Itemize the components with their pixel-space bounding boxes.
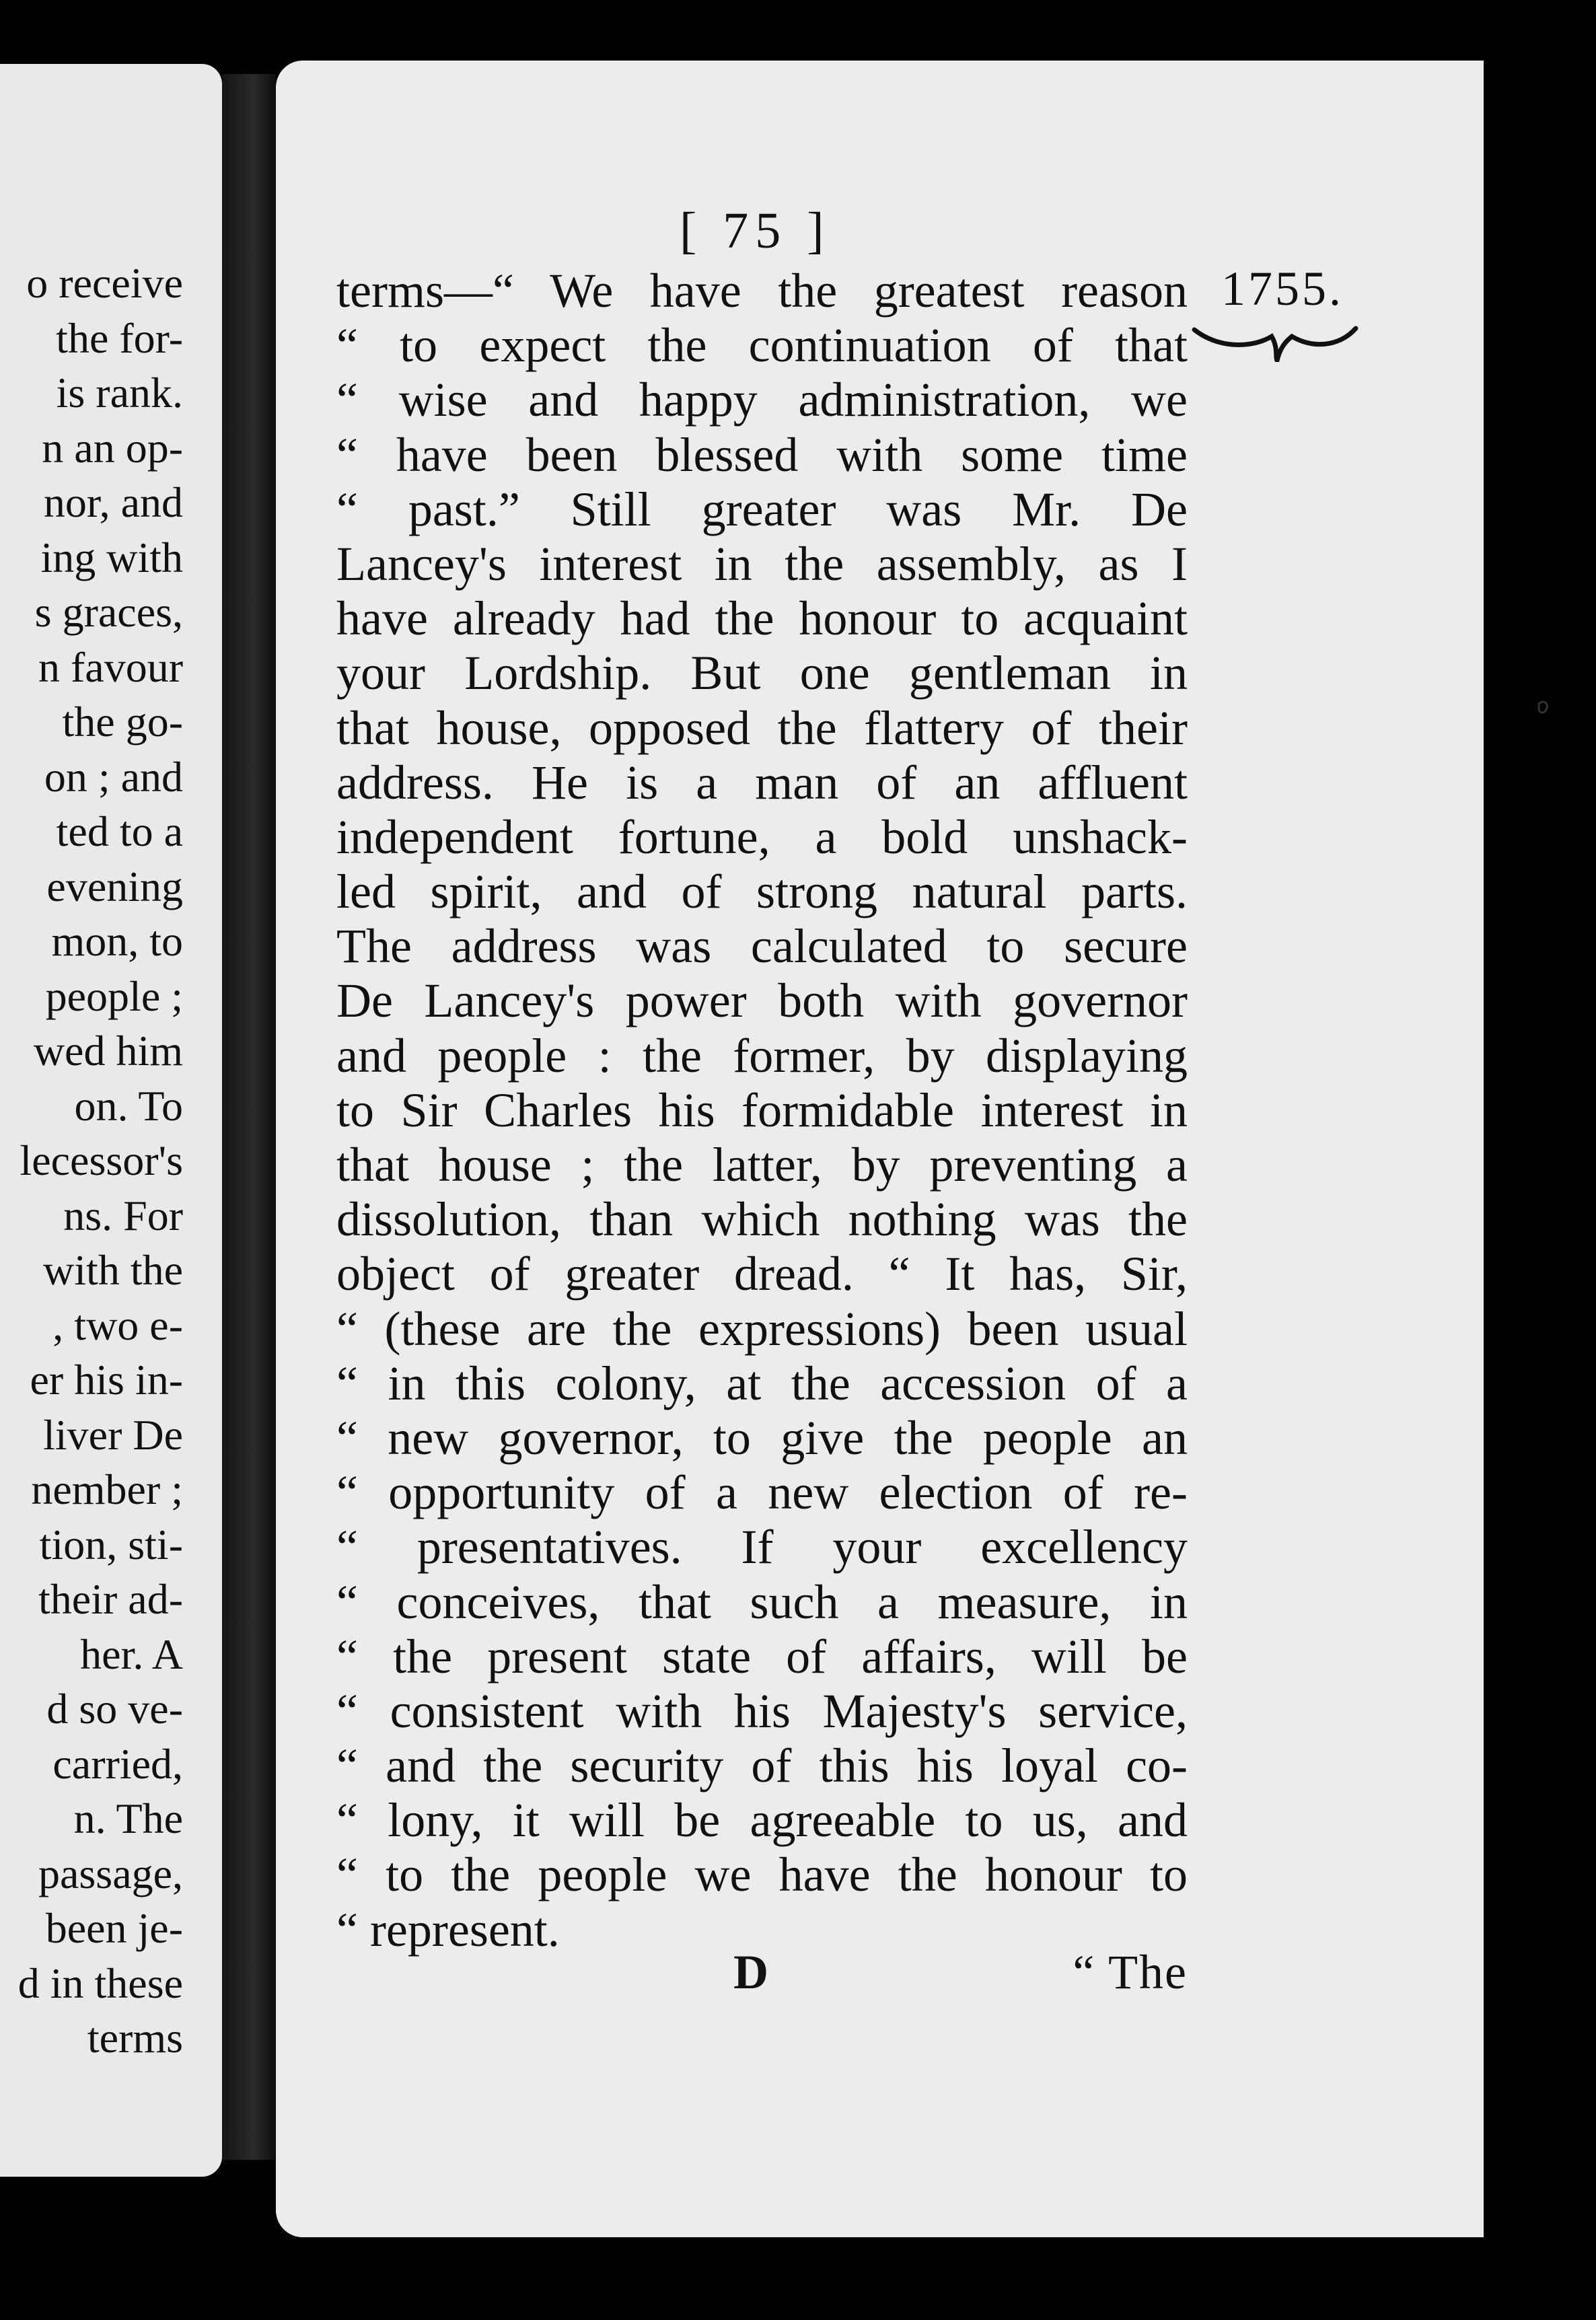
text-line: De Lancey's power both with governor xyxy=(336,974,1188,1028)
text-line: object of greater dread. “ It has, Sir, xyxy=(336,1247,1188,1301)
facing-page-line: n. The xyxy=(73,1795,183,1842)
facing-page-line: on. To xyxy=(74,1081,183,1130)
facing-page-line: carried, xyxy=(52,1739,183,1788)
text-line: independent fortune, a bold unshack- xyxy=(336,809,1188,864)
facing-page-line: on ; and xyxy=(44,752,183,801)
text-line: that house ; the latter, by preventing a xyxy=(336,1138,1188,1192)
text-line: led spirit, and of strong natural parts. xyxy=(336,865,1188,919)
text-line: “ the present state of affairs, will be xyxy=(336,1629,1188,1683)
facing-page-line: terms xyxy=(87,2014,183,2062)
text-line: that house, opposed the flattery of their xyxy=(336,700,1188,755)
text-line: “ consistent with his Majesty's service, xyxy=(336,1683,1188,1738)
facing-page-line: d in these xyxy=(17,1959,183,2007)
text-line: “ (these are the expressions) been usual xyxy=(336,1301,1188,1356)
facing-page-line: liver De xyxy=(43,1410,183,1459)
text-line: “ have been blessed with some time xyxy=(336,427,1188,482)
text-line: “ and the security of this his loyal co- xyxy=(336,1739,1188,1793)
text-line: The address was calculated to secure xyxy=(336,919,1188,974)
text-line: to Sir Charles his formidable interest in xyxy=(336,1083,1188,1137)
facing-page-line: ing with xyxy=(40,533,183,581)
facing-page-line: her. A xyxy=(80,1630,183,1678)
facing-page-line: n an op- xyxy=(42,423,183,472)
text-line: “ represent. xyxy=(336,1902,560,1957)
facing-page-line: wed him xyxy=(33,1027,183,1075)
text-line: “ presentatives. If your excellency xyxy=(336,1520,1188,1574)
facing-page-line: n favour xyxy=(38,643,183,691)
facing-page-fragment xyxy=(0,64,222,2177)
facing-page-line: ns. For xyxy=(63,1191,183,1239)
text-line: “ to the people we have the honour to xyxy=(336,1848,1188,1902)
paper-blemish xyxy=(1536,700,1551,717)
text-line: address. He is a man of an affluent xyxy=(336,755,1188,809)
facing-page-line: s graces, xyxy=(34,588,183,636)
facing-page-line: tion, sti- xyxy=(39,1520,183,1568)
facing-page-line: nember ; xyxy=(31,1465,183,1513)
text-line: “ lony, it will be agreeable to us, and xyxy=(336,1793,1188,1848)
facing-page-line: people ; xyxy=(45,972,183,1020)
facing-page-line: o receive xyxy=(26,259,183,307)
facing-page-line: the for- xyxy=(56,314,183,362)
text-line: “ past.” Still greater was Mr. De xyxy=(336,482,1188,536)
text-line: have already had the honour to acquaint xyxy=(336,591,1188,646)
text-line: “ opportunity of a new election of re- xyxy=(336,1465,1188,1520)
page-number: [ 75 ] xyxy=(680,203,831,259)
text-line: terms—“ We have the greatest reason xyxy=(336,264,1188,318)
text-line: your Lordship. But one gentleman in xyxy=(336,646,1188,700)
facing-page-line: nor, and xyxy=(43,478,183,526)
page-body-text xyxy=(336,264,1188,1957)
text-line: “ to expect the continuation of that xyxy=(336,318,1188,373)
catchword: “ The xyxy=(1073,1945,1188,1999)
facing-page-line: passage, xyxy=(38,1849,183,1897)
facing-page-line: lecessor's xyxy=(20,1136,183,1184)
text-line: “ in this colony, at the accession of a xyxy=(336,1356,1188,1410)
facing-page-line: ted to a xyxy=(56,807,183,855)
text-line: dissolution, than which nothing was the xyxy=(336,1192,1188,1247)
facing-page-line: er his in- xyxy=(30,1356,183,1404)
facing-page-line: with the xyxy=(43,1246,183,1294)
text-line: and people : the former, by displaying xyxy=(336,1028,1188,1083)
curly-brace-ornament xyxy=(1191,322,1359,362)
facing-page-line: evening xyxy=(46,862,183,910)
facing-page-line: the go- xyxy=(62,698,183,746)
facing-page-line: their ad- xyxy=(38,1575,183,1623)
text-line: “ wise and happy administration, we xyxy=(336,373,1188,427)
text-line: “ conceives, that such a measure, in xyxy=(336,1574,1188,1629)
facing-page-line: mon, to xyxy=(51,917,183,965)
facing-page-text xyxy=(0,256,183,2066)
page-footer xyxy=(336,1945,1188,2005)
margin-year-note: 1755. xyxy=(1221,262,1344,316)
facing-page-line: d so ve- xyxy=(46,1685,183,1733)
facing-page-line: is rank. xyxy=(56,369,183,416)
text-line: Lancey's interest in the assembly, as I xyxy=(336,536,1188,591)
signature-mark: D xyxy=(733,1945,768,1999)
text-line: “ new governor, to give the people an xyxy=(336,1410,1188,1465)
facing-page-line: , two e- xyxy=(52,1301,183,1349)
book-gutter xyxy=(222,74,276,2160)
facing-page-line: been je- xyxy=(45,1904,183,1952)
